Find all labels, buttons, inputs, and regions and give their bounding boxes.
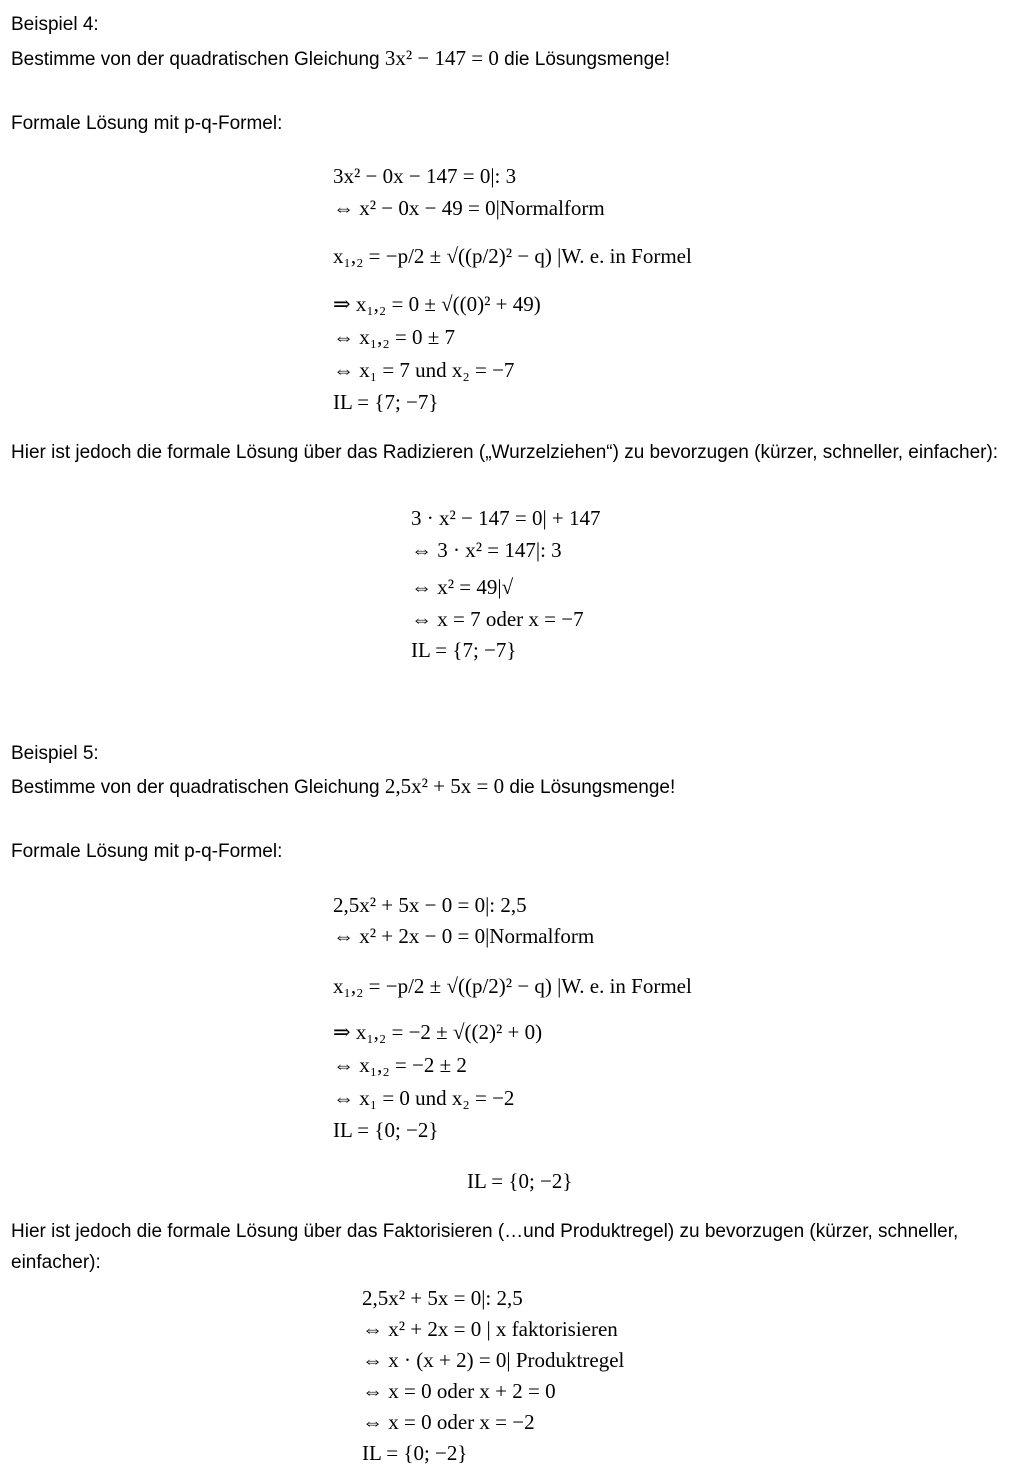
example-4-pq-step-7: IL = {7; −7}	[333, 390, 439, 414]
example-5-alt-step-3: ⇔ x · (x + 2) = 0| Produktregel	[362, 1348, 625, 1372]
example-4-pq-step-1: 3x² − 0x − 147 = 0|: 3	[333, 164, 517, 188]
example-5-alt-step-4: ⇔ x = 0 oder x + 2 = 0	[362, 1379, 556, 1403]
example-5-pq-step-1: 2,5x² + 5x − 0 = 0|: 2,5	[333, 893, 527, 917]
example-5-alt-step-6: IL = {0; −2}	[362, 1441, 468, 1465]
example-5-pq-step-7: IL = {0; −2}	[333, 1118, 439, 1142]
example-5-alt-step-2: ⇔ x² + 2x = 0 | x faktorisieren	[362, 1317, 618, 1341]
example-5-alt-step-5: ⇔ x = 0 oder x = −2	[362, 1410, 535, 1434]
example-4-alt-step-5: IL = {7; −7}	[411, 638, 517, 662]
example-4-note: Hier ist jedoch die formale Lösung über das Radizieren („Wurzelziehen“) zu bevorzugen (kürzer, schneller, einfacher):	[11, 442, 999, 463]
example-4-pq-step-4: ⇒ x₁,₂ = 0 ± √((0)² + 49)	[333, 292, 541, 316]
example-4-heading: Beispiel 4:	[11, 14, 99, 35]
example-4-alt-step-1: 3 · x² − 147 = 0| + 147	[411, 506, 601, 530]
example-5-note: Hier ist jedoch die formale Lösung über das Faktorisieren (…und Produktregel) zu bevorzugen (kürzer, schneller, einfacher):	[11, 1221, 959, 1273]
example-4-pq-step-6: ⇔ x₁ = 7 und x₂ = −7	[333, 358, 515, 382]
example-4-pq-step-2: ⇔ x² − 0x − 49 = 0|Normalform	[333, 196, 605, 220]
example-5-result-repeat: IL = {0; −2}	[467, 1169, 573, 1193]
example-5-pq-step-6: ⇔ x₁ = 0 und x₂ = −2	[333, 1086, 515, 1110]
example-5-task: Bestimme von der quadratischen Gleichung 2,5x² + 5x = 0 die Lösungsmenge!	[11, 774, 676, 798]
example-4-task-equation: 3x² − 147 = 0	[384, 46, 499, 70]
example-5-task-equation: 2,5x² + 5x = 0	[384, 774, 505, 798]
example-5-heading: Beispiel 5:	[11, 743, 99, 764]
example-5-pq-step-3: x₁,₂ = −p/2 ± √((p/2)² − q) |W. e. in Formel	[333, 974, 692, 998]
example-4-pq-step-5: ⇔ x₁,₂ = 0 ± 7	[333, 325, 456, 349]
example-4-pq-title: Formale Lösung mit p-q-Formel:	[11, 113, 283, 134]
example-4-alt-step-4: ⇔ x = 7 oder x = −7	[411, 607, 584, 631]
example-5-pq-step-5: ⇔ x₁,₂ = −2 ± 2	[333, 1053, 467, 1077]
example-5-pq-step-4: ⇒ x₁,₂ = −2 ± √((2)² + 0)	[333, 1020, 543, 1044]
example-4-alt-step-2: ⇔ 3 · x² = 147|: 3	[411, 538, 562, 562]
example-5-alt-step-1: 2,5x² + 5x = 0|: 2,5	[362, 1286, 523, 1310]
example-4-alt-step-3: ⇔ x² = 49|√	[411, 575, 514, 599]
example-5-pq-title: Formale Lösung mit p-q-Formel:	[11, 841, 283, 862]
example-4-pq-step-3: x₁,₂ = −p/2 ± √((p/2)² − q) |W. e. in Formel	[333, 244, 692, 268]
example-5-pq-step-2: ⇔ x² + 2x − 0 = 0|Normalform	[333, 924, 595, 948]
example-4-task: Bestimme von der quadratischen Gleichung 3x² − 147 = 0 die Lösungsmenge!	[11, 46, 670, 70]
